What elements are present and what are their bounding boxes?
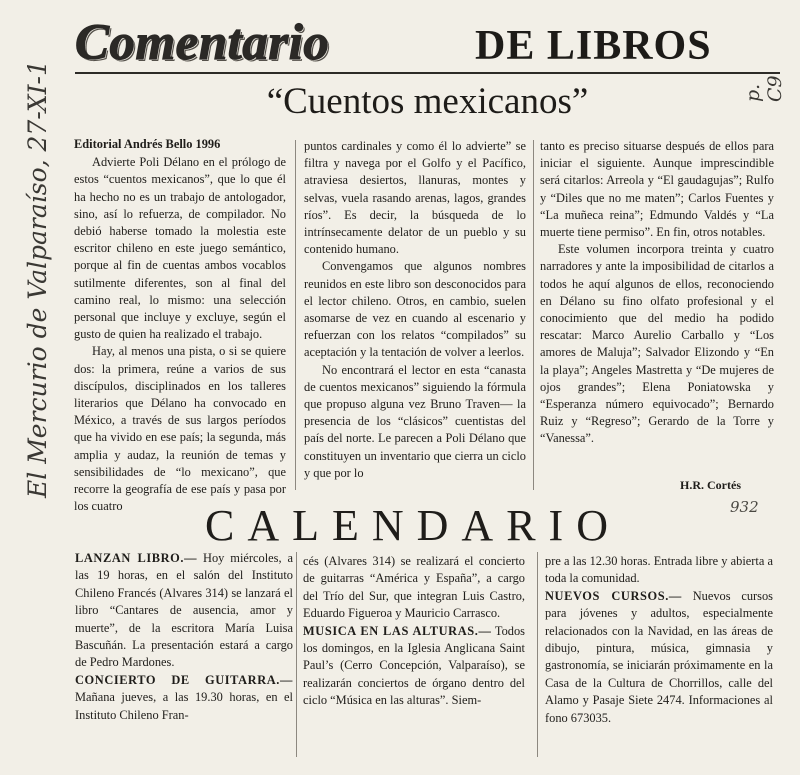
- article-paragraph: puntos cardinales y como él lo advierte” se filtra y navega por el Golfo y el Pacífico, atraviesa desiertos, llanuras, montes y selvas, vuela rasando arenas, lagos, grandes ríos”. Es decir, la búsqueda de lo intrínsecamente delator de un pueblo y su contenido humano.: [304, 139, 526, 257]
- calendar-item-text: Hoy miércoles, a las 19 horas, en el salón del Instituto Chileno Francés (Alvares 314) se lanzará el libro “Cantares de ausencia, amor y muerte”, de la escritora María Luisa Bascuñán. La presentación estará a cargo de Pedro Mardones.: [75, 551, 293, 670]
- calendar-item-heading: CONCIERTO DE GUITARRA.—: [75, 672, 293, 687]
- handwritten-page-number: 932: [730, 498, 759, 516]
- calendar-item-text: Mañana jueves, a las 19.30 horas, en el Instituto Chileno Fran-: [75, 690, 293, 722]
- calendar-item: [75, 672, 293, 724]
- calendar-item-text: Nuevos cursos para jóvenes y adultos, especialmente relacionados con la Navidad, en las áreas de dibujo, pintura, música, gimnasia y gastronomía, se iniciarán próximamente en la Casa de la Cultura de Chorrillos, calle del Alamo y Pasaje Siete 2474. Informaciones al fono 673035.: [545, 588, 773, 725]
- article-paragraph: Este volumen incorpora treinta y cuatro narradores y ante la imposibilidad de citarlos a todos he aquí algunos de ellos, reconociendo en Délano su fino olfato profesional y el conocimiento que del medio ha podido rescatar: Marco Aurelio Carballo y “Los amores de Maluja”; Salvador Elizondo y “En la playa”; Angeles Mastretta y “De mujeres de ojos grandes”; Elena Poniatowska y “Esperanza número equivocado”; Bernardo Ruiz y “Regreso”; Gerardo de la Torre y “Vanessa”.: [540, 242, 774, 446]
- calendar-column-2: [303, 553, 525, 710]
- calendar-column-1: [75, 550, 293, 724]
- calendar-column-3: [545, 553, 773, 727]
- article-headline: “Cuentos mexicanos”: [266, 81, 589, 122]
- calendar-item-heading: NUEVOS CURSOS.—: [545, 588, 682, 603]
- article-paragraph: No encontrará el lector en esta “canasta de cuentos mexicanos” siguiendo la fórmula que propuso alguna vez Bruno Traven— la presencia de los “clásicos” cuentistas del país del norte. Le parecen a Poli Délano que constituyen un inventario que cierra un ciclo y que por lo: [304, 362, 526, 480]
- column-divider: [295, 140, 296, 490]
- handwritten-annotation: [2, 60, 64, 500]
- calendar-item-text: Todos los domingos, en la Iglesia Anglicana Saint Paul’s (Cerro Concepción, Valparaíso), se realizarán conciertos de órgano dentro del ciclo “Música en las alturas”. Siem-: [303, 623, 525, 708]
- section-kicker: Comentario: [75, 15, 330, 71]
- calendar-item: [75, 550, 293, 672]
- section-title: DE LIBROS: [475, 23, 712, 69]
- calendar-item-continued: pre a las 12.30 horas. Entrada libre y abierta a toda la comunidad.: [545, 554, 773, 586]
- article-author: H.R. Cortés: [680, 478, 741, 492]
- column-divider: [537, 552, 538, 757]
- article-paragraph: Advierte Poli Délano en el prólogo de estos “cuentos mexicanos”, que lo que él ha hecho no es un trabajo de antologador, sino, así lo refuerza, de compilador. No debió haberse tomado la molestia este escritor chileno en este juego semántico, porque al fin de cuentas ambos vocablos sutilmente diferentes, son al final del camino real, lo mismo: una selección personal que incluye y excluye, según el gusto de quien ha realizado el trabajo.: [74, 155, 286, 342]
- section-header: [75, 10, 780, 80]
- handwritten-page-note: p. C9: [742, 75, 786, 102]
- article-paragraph: tanto es preciso situarse después de ellos para iniciar el siguiente. Aunque imprescindible será citarlos: Arreola y “El gaudagujas”; Rulfo y “Diles que no me maten”; Carlos Fuentes y “La muñeca reina”; Edmundo Valdés y “La muerte tiene permiso”. En fin, otros notables.: [540, 139, 774, 240]
- calendar-item-heading: MUSICA EN LAS ALTURAS.—: [303, 623, 492, 638]
- article-paragraph: Hay, al menos una pista, o si se quiere dos: la primera, reúne a varios de sus discípulos, disciplinados en los talleres literarios que Délano ha convocado en México, a través de sus largos períodos que ha vivido en ese país; la segunda, más amplia y audaz, la reunión de temas y sensibilidades de “lo mexicano”, que recorre la geografía de ese país y pasa por los cuatro: [74, 344, 286, 514]
- handwritten-annotation-svg: [2, 60, 64, 500]
- header-rule: [75, 72, 780, 74]
- calendar-item-continued: cés (Alvares 314) se realizará el concierto de guitarras “América y España”, a cargo del Trío del Sur, que integran Luis Castro, Eduardo Figueroa y Mauricio Carrasco.: [303, 554, 525, 621]
- calendar-item: [545, 588, 773, 727]
- handwritten-source-date: El Mercurio de Valparaíso, 27-XI-1996: [23, 60, 52, 498]
- column-divider: [533, 140, 534, 490]
- publisher-line: Editorial Andrés Bello 1996: [74, 137, 221, 151]
- calendar-title: CALENDARIO: [205, 501, 621, 550]
- column-divider: [296, 552, 297, 757]
- article-paragraph: Convengamos que algunos nombres reunidos en este libro son desconocidos para el lector chileno. Otros, en cambio, suelen asomarse de vez en cuando al escenario y refuerzan con los relatos “compilados” su aceptación y la tentación de volver a leerlos.: [304, 259, 526, 360]
- article-column-1: [74, 136, 286, 515]
- calendar-item-heading: LANZAN LIBRO.—: [75, 551, 198, 565]
- article-column-3: [540, 138, 774, 448]
- article-column-2: [304, 138, 526, 482]
- calendar-item: [303, 623, 525, 710]
